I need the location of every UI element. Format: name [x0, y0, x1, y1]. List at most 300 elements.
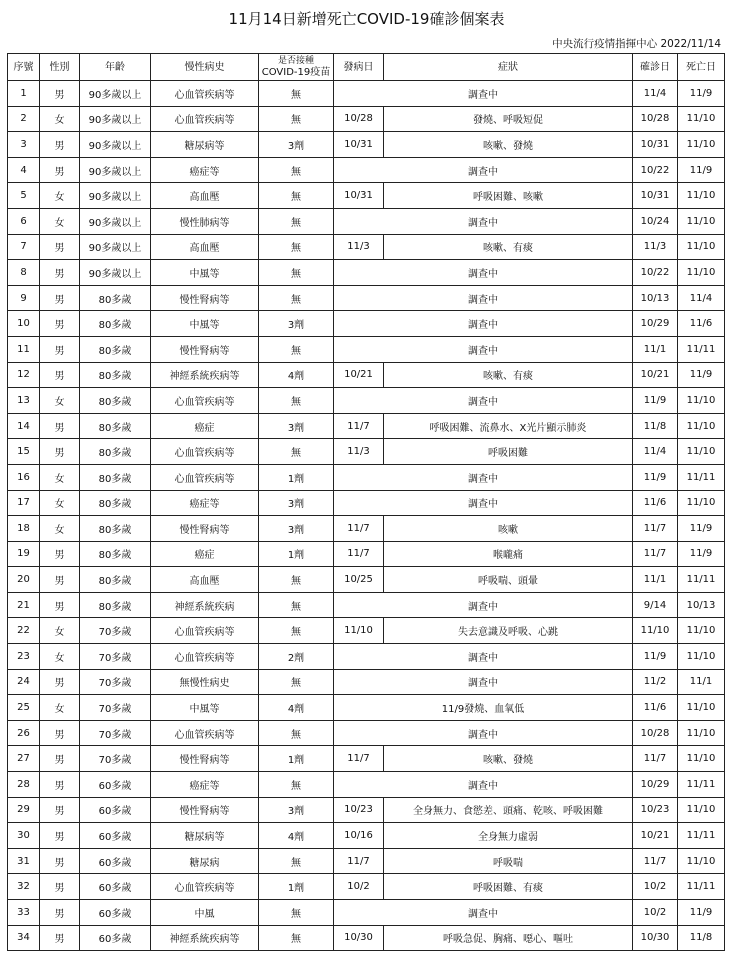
- cell-gender: 男: [40, 413, 80, 439]
- cell-death: 11/1: [678, 669, 725, 695]
- cell-death: 11/10: [678, 183, 725, 209]
- cell-onset: 11/7: [334, 516, 384, 542]
- table-body: [8, 81, 725, 951]
- cell-gender: 女: [40, 388, 80, 414]
- cell-confirmed: 11/1: [633, 567, 678, 593]
- cell-age: 60多歲: [80, 848, 151, 874]
- cell-onset: 10/31: [334, 183, 384, 209]
- cell-seq: 7: [8, 234, 40, 260]
- header-chronic: 慢性病史: [151, 54, 259, 81]
- cell-chronic: 糖尿病等: [151, 132, 259, 158]
- table-row: [8, 644, 725, 670]
- cell-confirmed: 10/24: [633, 208, 678, 234]
- cell-seq: 27: [8, 746, 40, 772]
- cell-gender: 女: [40, 644, 80, 670]
- cell-gender: 男: [40, 848, 80, 874]
- cell-confirmed: 11/1: [633, 336, 678, 362]
- cell-confirmed: 10/29: [633, 311, 678, 337]
- cell-gender: 男: [40, 797, 80, 823]
- cell-chronic: 中風: [151, 900, 259, 926]
- cell-symptoms: 調查中: [334, 490, 633, 516]
- cell-seq: 3: [8, 132, 40, 158]
- cell-chronic: 慢性腎病等: [151, 516, 259, 542]
- cell-age: 80多歲: [80, 285, 151, 311]
- cell-confirmed: 11/3: [633, 234, 678, 260]
- table-row: [8, 900, 725, 926]
- cell-onset: 11/3: [334, 439, 384, 465]
- table-row: [8, 720, 725, 746]
- cell-symptoms: 咳嗽、發燒: [384, 132, 633, 158]
- cell-gender: 男: [40, 311, 80, 337]
- cell-vaccine: 無: [259, 285, 334, 311]
- cell-symptoms: 喉嚨痛: [384, 541, 633, 567]
- cell-age: 70多歲: [80, 695, 151, 721]
- cell-gender: 男: [40, 900, 80, 926]
- cell-onset: 11/3: [334, 234, 384, 260]
- cell-chronic: 癌症等: [151, 157, 259, 183]
- cell-chronic: 高血壓: [151, 183, 259, 209]
- cell-death: 11/10: [678, 695, 725, 721]
- cell-age: 80多歲: [80, 311, 151, 337]
- cell-seq: 4: [8, 157, 40, 183]
- cell-symptoms: 調查中: [334, 311, 633, 337]
- cell-death: 11/10: [678, 797, 725, 823]
- cell-symptoms: 咳嗽、有痰: [384, 234, 633, 260]
- cell-vaccine: 3劑: [259, 413, 334, 439]
- cell-symptoms: 咳嗽、有痰: [384, 362, 633, 388]
- header-death: 死亡日: [678, 54, 725, 81]
- cell-symptoms: 發燒、呼吸短促: [384, 106, 633, 132]
- cell-seq: 26: [8, 720, 40, 746]
- cell-death: 11/8: [678, 925, 725, 951]
- cell-seq: 22: [8, 618, 40, 644]
- cell-age: 60多歲: [80, 925, 151, 951]
- cell-age: 80多歲: [80, 490, 151, 516]
- cell-gender: 男: [40, 823, 80, 849]
- cell-vaccine: 3劑: [259, 490, 334, 516]
- table-row: [8, 592, 725, 618]
- cell-gender: 男: [40, 260, 80, 286]
- cell-gender: 女: [40, 183, 80, 209]
- cell-gender: 男: [40, 439, 80, 465]
- header-vaccine: [259, 54, 334, 81]
- case-table: [7, 53, 725, 951]
- cell-symptoms: 咳嗽、發燒: [384, 746, 633, 772]
- cell-gender: 女: [40, 464, 80, 490]
- cell-symptoms: 呼吸急促、胸痛、噁心、嘔吐: [384, 925, 633, 951]
- cell-vaccine: 無: [259, 925, 334, 951]
- cell-confirmed: 11/2: [633, 669, 678, 695]
- cell-symptoms: 調查中: [334, 81, 633, 107]
- table-row: [8, 516, 725, 542]
- cell-confirmed: 10/31: [633, 132, 678, 158]
- table-row: [8, 311, 725, 337]
- cell-onset: 10/28: [334, 106, 384, 132]
- cell-gender: 女: [40, 106, 80, 132]
- cell-confirmed: 10/2: [633, 874, 678, 900]
- cell-chronic: 中風等: [151, 695, 259, 721]
- header-gender: 性別: [40, 54, 80, 81]
- cell-confirmed: 10/2: [633, 900, 678, 926]
- cell-death: 11/10: [678, 439, 725, 465]
- cell-death: 11/11: [678, 336, 725, 362]
- cell-chronic: 心血管疾病等: [151, 874, 259, 900]
- cell-symptoms: 咳嗽: [384, 516, 633, 542]
- cell-age: 60多歲: [80, 874, 151, 900]
- cell-death: 11/10: [678, 720, 725, 746]
- table-row: [8, 669, 725, 695]
- cell-death: 11/10: [678, 388, 725, 414]
- cell-chronic: 高血壓: [151, 234, 259, 260]
- cell-vaccine: 4劑: [259, 823, 334, 849]
- page-title: 11月14日新增死亡COVID-19確診個案表: [228, 10, 505, 28]
- cell-age: 90多歲以上: [80, 157, 151, 183]
- table-row: [8, 746, 725, 772]
- cell-onset: 11/10: [334, 618, 384, 644]
- cell-symptoms: 調查中: [334, 157, 633, 183]
- cell-gender: 男: [40, 157, 80, 183]
- table-row: [8, 260, 725, 286]
- cell-vaccine: 無: [259, 900, 334, 926]
- table-row: [8, 567, 725, 593]
- header-seq: 序號: [8, 54, 40, 81]
- cell-chronic: 高血壓: [151, 567, 259, 593]
- table-row: [8, 439, 725, 465]
- cell-gender: 男: [40, 362, 80, 388]
- cell-vaccine: 無: [259, 439, 334, 465]
- cell-age: 90多歲以上: [80, 234, 151, 260]
- cell-chronic: 心血管疾病等: [151, 644, 259, 670]
- cell-vaccine: 4劑: [259, 695, 334, 721]
- table-row: [8, 618, 725, 644]
- cell-symptoms: 調查中: [334, 900, 633, 926]
- cell-death: 11/10: [678, 490, 725, 516]
- cell-onset: 10/23: [334, 797, 384, 823]
- cell-vaccine: 無: [259, 848, 334, 874]
- cell-death: 11/10: [678, 260, 725, 286]
- cell-chronic: 慢性腎病等: [151, 336, 259, 362]
- cell-chronic: 心血管疾病等: [151, 439, 259, 465]
- cell-chronic: 心血管疾病等: [151, 388, 259, 414]
- cell-symptoms: 調查中: [334, 644, 633, 670]
- cell-vaccine: 無: [259, 336, 334, 362]
- table-row: [8, 772, 725, 798]
- cell-confirmed: 9/14: [633, 592, 678, 618]
- cell-death: 11/11: [678, 874, 725, 900]
- cell-seq: 11: [8, 336, 40, 362]
- cell-seq: 29: [8, 797, 40, 823]
- cell-confirmed: 10/22: [633, 260, 678, 286]
- cell-vaccine: 1劑: [259, 746, 334, 772]
- cell-seq: 2: [8, 106, 40, 132]
- cell-chronic: 慢性腎病等: [151, 285, 259, 311]
- cell-vaccine: 無: [259, 81, 334, 107]
- cell-chronic: 癌症等: [151, 490, 259, 516]
- cell-death: 11/6: [678, 311, 725, 337]
- cell-onset: 11/7: [334, 746, 384, 772]
- cell-seq: 32: [8, 874, 40, 900]
- cell-gender: 男: [40, 541, 80, 567]
- cell-chronic: 心血管疾病等: [151, 618, 259, 644]
- cell-chronic: 慢性肺病等: [151, 208, 259, 234]
- cell-gender: 女: [40, 618, 80, 644]
- cell-symptoms: 失去意識及呼吸、心跳: [384, 618, 633, 644]
- cell-seq: 23: [8, 644, 40, 670]
- cell-chronic: 無慢性病史: [151, 669, 259, 695]
- cell-chronic: 糖尿病等: [151, 823, 259, 849]
- cell-vaccine: 無: [259, 772, 334, 798]
- cell-seq: 1: [8, 81, 40, 107]
- cell-age: 90多歲以上: [80, 106, 151, 132]
- cell-gender: 男: [40, 746, 80, 772]
- cell-onset: 10/21: [334, 362, 384, 388]
- cell-onset: 10/2: [334, 874, 384, 900]
- cell-confirmed: 11/9: [633, 388, 678, 414]
- cell-onset: 10/31: [334, 132, 384, 158]
- cell-age: 90多歲以上: [80, 81, 151, 107]
- cell-onset: 10/30: [334, 925, 384, 951]
- cell-death: 11/11: [678, 567, 725, 593]
- cell-gender: 男: [40, 592, 80, 618]
- table-row: [8, 362, 725, 388]
- cell-symptoms: 調查中: [334, 720, 633, 746]
- table-row: [8, 285, 725, 311]
- cell-gender: 男: [40, 669, 80, 695]
- cell-age: 70多歲: [80, 720, 151, 746]
- cell-age: 80多歲: [80, 439, 151, 465]
- table-row: [8, 336, 725, 362]
- cell-death: 11/11: [678, 464, 725, 490]
- cell-age: 70多歲: [80, 644, 151, 670]
- cell-confirmed: 11/4: [633, 81, 678, 107]
- cell-onset: 10/25: [334, 567, 384, 593]
- source-line: 中央流行疫情指揮中心 2022/11/14: [552, 38, 721, 50]
- cell-gender: 男: [40, 925, 80, 951]
- cell-confirmed: 11/9: [633, 464, 678, 490]
- cell-vaccine: 1劑: [259, 464, 334, 490]
- cell-symptoms: 11/9發燒、血氧低: [334, 695, 633, 721]
- cell-death: 11/9: [678, 541, 725, 567]
- cell-age: 60多歲: [80, 823, 151, 849]
- cell-confirmed: 10/28: [633, 720, 678, 746]
- cell-seq: 8: [8, 260, 40, 286]
- cell-death: 11/4: [678, 285, 725, 311]
- cell-age: 80多歲: [80, 464, 151, 490]
- cell-symptoms: 調查中: [334, 464, 633, 490]
- cell-chronic: 中風等: [151, 311, 259, 337]
- cell-gender: 女: [40, 490, 80, 516]
- cell-gender: 男: [40, 81, 80, 107]
- cell-confirmed: 10/23: [633, 797, 678, 823]
- cell-vaccine: 無: [259, 720, 334, 746]
- cell-vaccine: 無: [259, 208, 334, 234]
- header-vaccine-line2: COVID-19疫苗: [261, 67, 331, 78]
- cell-vaccine: 2劑: [259, 644, 334, 670]
- cell-vaccine: 3劑: [259, 516, 334, 542]
- cell-symptoms: 呼吸困難、咳嗽: [384, 183, 633, 209]
- cell-seq: 25: [8, 695, 40, 721]
- cell-death: 11/9: [678, 157, 725, 183]
- cell-death: 11/9: [678, 900, 725, 926]
- cell-seq: 10: [8, 311, 40, 337]
- cell-age: 80多歲: [80, 388, 151, 414]
- cell-death: 11/10: [678, 746, 725, 772]
- cell-chronic: 神經系統疾病等: [151, 362, 259, 388]
- cell-death: 11/10: [678, 413, 725, 439]
- cell-age: 70多歲: [80, 618, 151, 644]
- cell-death: 11/10: [678, 848, 725, 874]
- cell-death: 10/13: [678, 592, 725, 618]
- cell-death: 11/10: [678, 106, 725, 132]
- cell-confirmed: 11/7: [633, 746, 678, 772]
- cell-vaccine: 無: [259, 669, 334, 695]
- cell-gender: 女: [40, 516, 80, 542]
- cell-age: 90多歲以上: [80, 183, 151, 209]
- cell-death: 11/10: [678, 644, 725, 670]
- cell-symptoms: 調查中: [334, 208, 633, 234]
- cell-confirmed: 11/9: [633, 644, 678, 670]
- cell-symptoms: 調查中: [334, 592, 633, 618]
- cell-vaccine: 1劑: [259, 874, 334, 900]
- cell-seq: 24: [8, 669, 40, 695]
- cell-gender: 男: [40, 285, 80, 311]
- cell-seq: 19: [8, 541, 40, 567]
- cell-chronic: 癌症等: [151, 772, 259, 798]
- cell-onset: 11/7: [334, 848, 384, 874]
- cell-symptoms: 呼吸喘、頭暈: [384, 567, 633, 593]
- cell-death: 11/10: [678, 132, 725, 158]
- cell-seq: 6: [8, 208, 40, 234]
- cell-seq: 33: [8, 900, 40, 926]
- cell-confirmed: 10/28: [633, 106, 678, 132]
- table-row: [8, 925, 725, 951]
- cell-age: 80多歲: [80, 592, 151, 618]
- cell-seq: 34: [8, 925, 40, 951]
- cell-chronic: 心血管疾病等: [151, 720, 259, 746]
- cell-confirmed: 10/22: [633, 157, 678, 183]
- cell-vaccine: 4劑: [259, 362, 334, 388]
- cell-chronic: 中風等: [151, 260, 259, 286]
- cell-confirmed: 10/21: [633, 823, 678, 849]
- cell-symptoms: 呼吸困難: [384, 439, 633, 465]
- cell-confirmed: 11/7: [633, 516, 678, 542]
- cell-vaccine: 3劑: [259, 797, 334, 823]
- cell-age: 80多歲: [80, 516, 151, 542]
- cell-age: 70多歲: [80, 746, 151, 772]
- cell-age: 60多歲: [80, 797, 151, 823]
- cell-gender: 男: [40, 132, 80, 158]
- cell-gender: 男: [40, 874, 80, 900]
- cell-age: 80多歲: [80, 336, 151, 362]
- cell-vaccine: 無: [259, 592, 334, 618]
- cell-seq: 21: [8, 592, 40, 618]
- header-onset: 發病日: [334, 54, 384, 81]
- cell-seq: 30: [8, 823, 40, 849]
- cell-age: 90多歲以上: [80, 208, 151, 234]
- table-row: [8, 695, 725, 721]
- cell-chronic: 癌症: [151, 541, 259, 567]
- cell-seq: 16: [8, 464, 40, 490]
- cell-confirmed: 11/6: [633, 490, 678, 516]
- cell-vaccine: 無: [259, 618, 334, 644]
- cell-chronic: 神經系統疾病等: [151, 925, 259, 951]
- table-row: [8, 106, 725, 132]
- table-row: [8, 464, 725, 490]
- table-row: [8, 490, 725, 516]
- cell-seq: 28: [8, 772, 40, 798]
- cell-symptoms: 呼吸困難、流鼻水、X光片顯示肺炎: [384, 413, 633, 439]
- cell-vaccine: 1劑: [259, 541, 334, 567]
- cell-confirmed: 10/29: [633, 772, 678, 798]
- cell-death: 11/11: [678, 823, 725, 849]
- cell-age: 70多歲: [80, 669, 151, 695]
- cell-confirmed: 11/8: [633, 413, 678, 439]
- cell-vaccine: 無: [259, 106, 334, 132]
- cell-symptoms: 全身無力、食慾差、頭痛、乾咳、呼吸困難: [384, 797, 633, 823]
- cell-seq: 18: [8, 516, 40, 542]
- cell-age: 60多歲: [80, 900, 151, 926]
- header-age: 年齡: [80, 54, 151, 81]
- header-confirmed: 確診日: [633, 54, 678, 81]
- header-symptoms: 症狀: [384, 54, 633, 81]
- cell-confirmed: 11/4: [633, 439, 678, 465]
- cell-chronic: 心血管疾病等: [151, 464, 259, 490]
- cell-seq: 13: [8, 388, 40, 414]
- table-row: [8, 874, 725, 900]
- cell-symptoms: 調查中: [334, 336, 633, 362]
- cell-death: 11/9: [678, 81, 725, 107]
- cell-age: 80多歲: [80, 362, 151, 388]
- cell-gender: 男: [40, 234, 80, 260]
- cell-seq: 20: [8, 567, 40, 593]
- cell-chronic: 心血管疾病等: [151, 81, 259, 107]
- cell-onset: 11/7: [334, 541, 384, 567]
- cell-seq: 12: [8, 362, 40, 388]
- cell-gender: 女: [40, 695, 80, 721]
- cell-confirmed: 10/13: [633, 285, 678, 311]
- cell-vaccine: 無: [259, 260, 334, 286]
- cell-vaccine: 無: [259, 388, 334, 414]
- cell-death: 11/10: [678, 234, 725, 260]
- cell-vaccine: 無: [259, 234, 334, 260]
- cell-chronic: 心血管疾病等: [151, 106, 259, 132]
- cell-gender: 男: [40, 336, 80, 362]
- table-row: [8, 183, 725, 209]
- cell-seq: 9: [8, 285, 40, 311]
- cell-chronic: 慢性腎病等: [151, 746, 259, 772]
- table-row: [8, 823, 725, 849]
- cell-symptoms: 調查中: [334, 772, 633, 798]
- table-row: [8, 208, 725, 234]
- cell-death: 11/9: [678, 516, 725, 542]
- cell-gender: 男: [40, 720, 80, 746]
- cell-confirmed: 10/31: [633, 183, 678, 209]
- cell-gender: 男: [40, 772, 80, 798]
- cell-symptoms: 調查中: [334, 285, 633, 311]
- cell-symptoms: 全身無力虛弱: [384, 823, 633, 849]
- cell-death: 11/10: [678, 208, 725, 234]
- table-row: [8, 388, 725, 414]
- cell-confirmed: 11/10: [633, 618, 678, 644]
- cell-vaccine: 3劑: [259, 132, 334, 158]
- table-row: [8, 81, 725, 107]
- header-vaccine-line1: 是否接種: [277, 56, 314, 66]
- cell-chronic: 神經系統疾病: [151, 592, 259, 618]
- cell-gender: 女: [40, 208, 80, 234]
- cell-age: 90多歲以上: [80, 260, 151, 286]
- table-row: [8, 848, 725, 874]
- cell-vaccine: 無: [259, 157, 334, 183]
